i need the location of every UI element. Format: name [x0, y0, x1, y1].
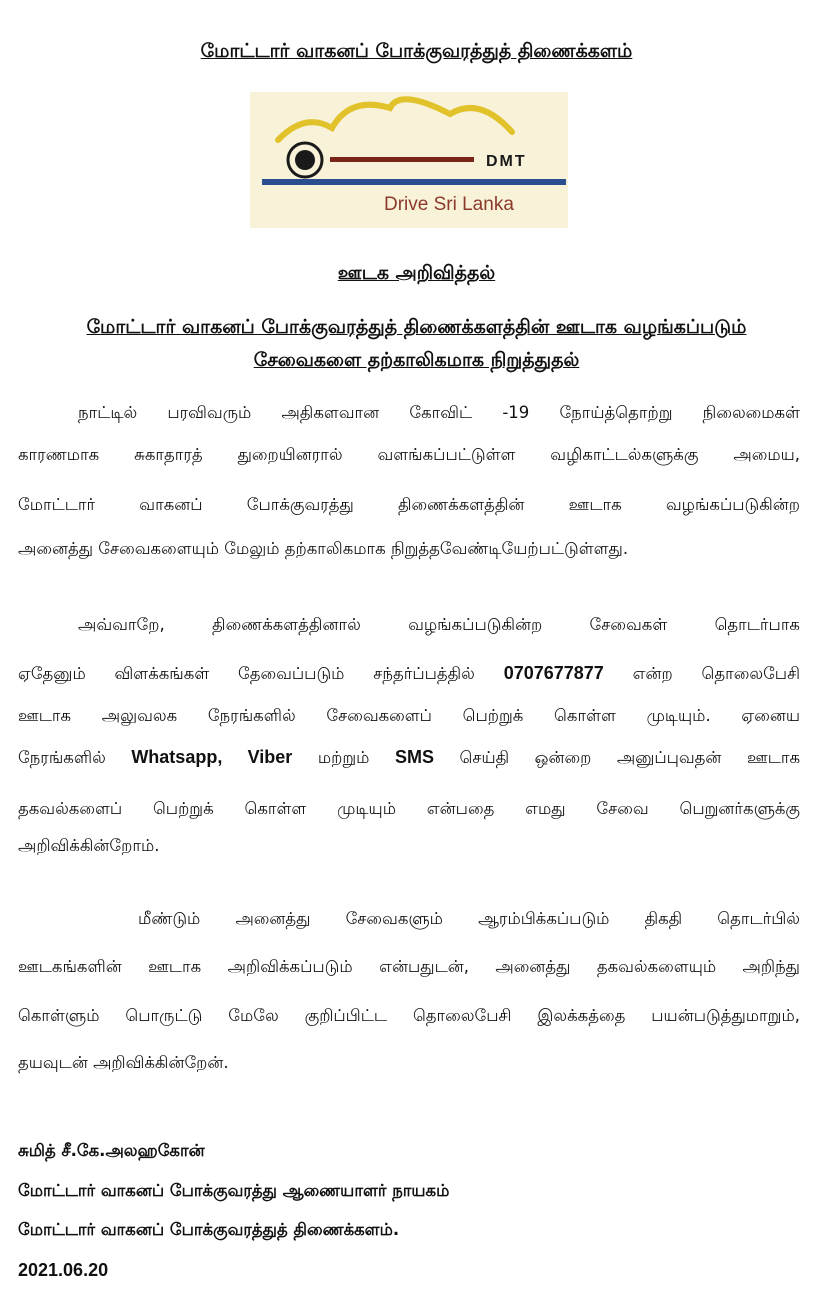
subject-line-2: சேவைகளை தற்காலிகமாக நிறுத்துதல் [253, 349, 580, 371]
p1-line-2: காரணமாக சுகாதாரத் துறையினரால் வளங்கப்பட்டுள்ள வழிகாட்டல்களுக்கு அமைய, [18, 445, 800, 464]
messaging-apps: Whatsapp, Viber [131, 747, 293, 767]
p2-line-5: தகவல்களைப் பெற்றுக் கொள்ள முடியும் என்பதை எமது சேவை பெறுனர்களுக்கு [18, 799, 800, 818]
sun-arc-icon [278, 99, 512, 140]
road-line-icon [262, 179, 566, 185]
signatory-name: சுமித் சீ.கே.அலஹகோன் [18, 1141, 205, 1160]
p2-line-4-post: செய்தி ஒன்றை அனுப்புவதன் ஊடாக [459, 748, 801, 767]
signatory-department: மோட்டார் வாகனப் போக்குவரத்துத் திணைக்களம். [18, 1220, 400, 1239]
subject-line-1: மோட்டார் வாகனப் போக்குவரத்துத் திணைக்களத்தின் ஊடாக வழங்கப்படும் [86, 316, 747, 338]
wheel-hub-icon [295, 150, 315, 170]
p2-line-4-mid: மற்றும் [317, 748, 370, 767]
p2-line-3: ஊடாக அலுவலக நேரங்களில் சேவைகளைப் பெற்றுக் கொள்ள முடியும். ஏனைய [18, 706, 800, 725]
dmt-logo [250, 92, 568, 228]
p1-line-3: மோட்டார் வாகனப் போக்குவரத்து திணைக்களத்தின் ஊடாக வழங்கப்படுகின்ற [18, 495, 800, 514]
p3-line-4: தயவுடன் அறிவிக்கின்றேன். [18, 1053, 229, 1072]
p2-line-6: அறிவிக்கின்றோம். [18, 836, 160, 855]
logo-tagline: Drive Sri Lanka [384, 194, 514, 215]
p2-line-4 [18, 746, 800, 769]
p3-line-2: ஊடகங்களின் ஊடாக அறிவிக்கப்படும் என்பதுடன், அனைத்து தகவல்களையும் அறிந்து [18, 957, 800, 976]
p2-line-2-pre: ஏதேனும் விளக்கங்கள் தேவைப்படும் சந்தர்ப்பத்தில் [18, 664, 475, 683]
p1-line-4: அனைத்து சேவைகளையும் மேலும் தற்காலிகமாக நிறுத்தவேண்டியேற்பட்டுள்ளது. [18, 539, 629, 558]
p2-line-4-pre: நேரங்களில் [18, 748, 106, 767]
release-date: 2021.06.20 [18, 1260, 109, 1280]
signatory-title: மோட்டார் வாகனப் போக்குவரத்து ஆணையாளர் நாயகம் [18, 1181, 450, 1200]
p1-line-1: நாட்டில் பரவிவரும் அதிகளவான கோவிட் -19 நோய்த்தொற்று நிலைமைகள் [78, 403, 800, 422]
logo-abbr: DMT [486, 153, 527, 170]
road-bar-icon [330, 157, 474, 162]
p2-line-2 [18, 662, 800, 685]
notice-title: ஊடக அறிவித்தல் [337, 262, 496, 284]
p3-line-1: மீண்டும் அனைத்து சேவைகளும் ஆரம்பிக்கப்படும் திகதி தொடர்பில் [138, 909, 800, 928]
sms-label: SMS [394, 747, 434, 767]
department-heading: மோட்டார் வாகனப் போக்குவரத்துத் திணைக்களம் [200, 40, 633, 62]
p3-line-3: கொள்ளும் பொருட்டு மேலே குறிப்பிட்ட தொலைபேசி இலக்கத்தை பயன்படுத்துமாறும், [18, 1006, 800, 1025]
dmt-logo-graphic [250, 92, 568, 228]
phone-number: 0707677877 [503, 663, 604, 683]
p2-line-1: அவ்வாறே, திணைக்களத்தினால் வழங்கப்படுகின்ற சேவைகள் தொடர்பாக [78, 615, 800, 634]
p2-line-2-post: என்ற தொலைபேசி [632, 664, 800, 683]
